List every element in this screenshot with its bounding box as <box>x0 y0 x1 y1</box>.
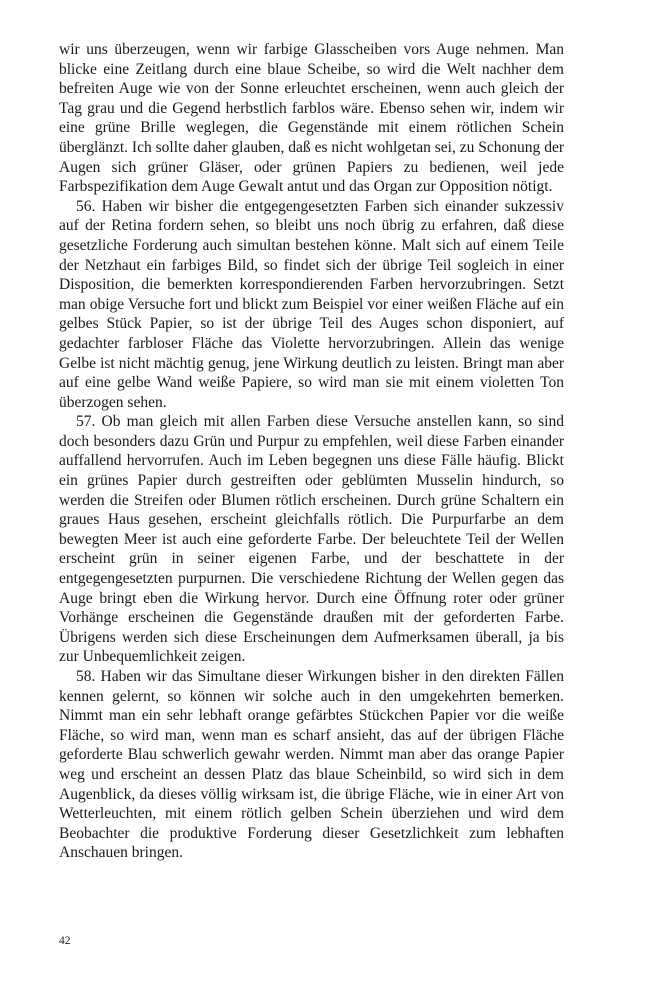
page-body <box>59 40 564 863</box>
page-number: 42 <box>59 935 71 947</box>
paragraph-57: 57. Ob man gleich mit allen Farben diese Versuche anstellen kann, so sind doch besonders dazu Grün und Purpur zu empfehlen, weil diese Farben einander auffallend hervorrufen. Auch im Leben begegnen uns diese Fälle häufig. Blickt ein grünes Papier durch gestreiften oder geblümten Musselin hindurch, so werden die Streifen oder Blumen rötlich erscheinen. Durch grüne Schaltern ein graues Haus gesehen, erscheint gleichfalls rötlich. Die Purpurfarbe an dem bewegten Meer ist auch eine geforderte Farbe. Der beleuchtete Teil der Wellen erscheint grün in seiner eigenen Farbe, und der beschattete in der entgegengesetzten purpurnen. Die verschiedene Richtung der Wellen gegen das Auge bringt eben die Wirkung hervor. Durch eine Öffnung roter oder grüner Vorhänge erscheinen die Gegenstände draußen mit der geforderten Farbe. Übrigens werden sich diese Erscheinungen dem Aufmerksamen überall, ja bis zur Unbequemlichkeit zeigen. <box>59 413 564 666</box>
paragraph-58: 58. Haben wir das Simultane dieser Wirkungen bisher in den direkten Fällen kennen gelernt, so können wir solche auch in den umgekehrten bemerken. Nimmt man ein sehr lebhaft orange gefärbtes Stückchen Papier vor die weiße Fläche, so wird man, wenn man es scharf ansieht, das auf der übrigen Fläche geforderte Blau schwerlich gewahr werden. Nimmt man aber das orange Papier weg und erscheint an dessen Platz das blaue Scheinbild, so wird sich in dem Augenblick, da dieses völlig wirksam ist, die übrige Fläche, wie in einer Art von Wetterleuchten, mit einem rötlich gelben Schein überziehen und wird dem Beobachter die produktive Forderung dieser Gesetzlichkeit zum lebhaften Anschauen bringen. <box>59 668 564 862</box>
paragraph-56: 56. Haben wir bisher die entgegengesetzten Farben sich einander sukzessiv auf der Retina fordern sehen, so bleibt uns noch übrig zu erfahren, daß diese gesetzliche Forderung auch simultan bestehen könne. Malt sich auf einem Teile der Netzhaut ein farbiges Bild, so findet sich der übrige Teil sogleich in einer Disposition, die bemerkten korrespondierenden Farben hervorzubringen. Setzt man obige Versuche fort und blickt zum Beispiel vor einer weißen Fläche auf ein gelbes Stück Papier, so ist der übrige Teil des Auges schon disponiert, auf gedachter farbloser Fläche das Violette hervorzubringen. Allein das wenige Gelbe ist nicht mächtig genug, jene Wirkung deutlich zu leisten. Bringt man aber auf eine gelbe Wand weiße Papiere, so wird man sie mit einem violetten Ton überzogen sehen. <box>59 197 564 411</box>
paragraph-continued: wir uns überzeugen, wenn wir farbige Glasscheiben vors Auge nehmen. Man blicke eine Zeitlang durch eine blaue Scheibe, so wird die Welt nachher dem befreiten Auge wie von der Sonne erleuchtet erscheinen, wenn auch gleich der Tag grau und die Gegend herbstlich farblos wäre. Ebenso sehen wir, indem wir eine grüne Brille weglegen, die Gegenstände mit einem rötlichen Schein überglänzt. Ich sollte daher glauben, daß es nicht wohlgetan sei, zu Schonung der Augen sich grüner Gläser, oder grünen Papiers zu bedienen, weil jede Farbspezifikation dem Auge Gewalt antut und das Organ zur Opposition nötigt. <box>59 41 564 196</box>
